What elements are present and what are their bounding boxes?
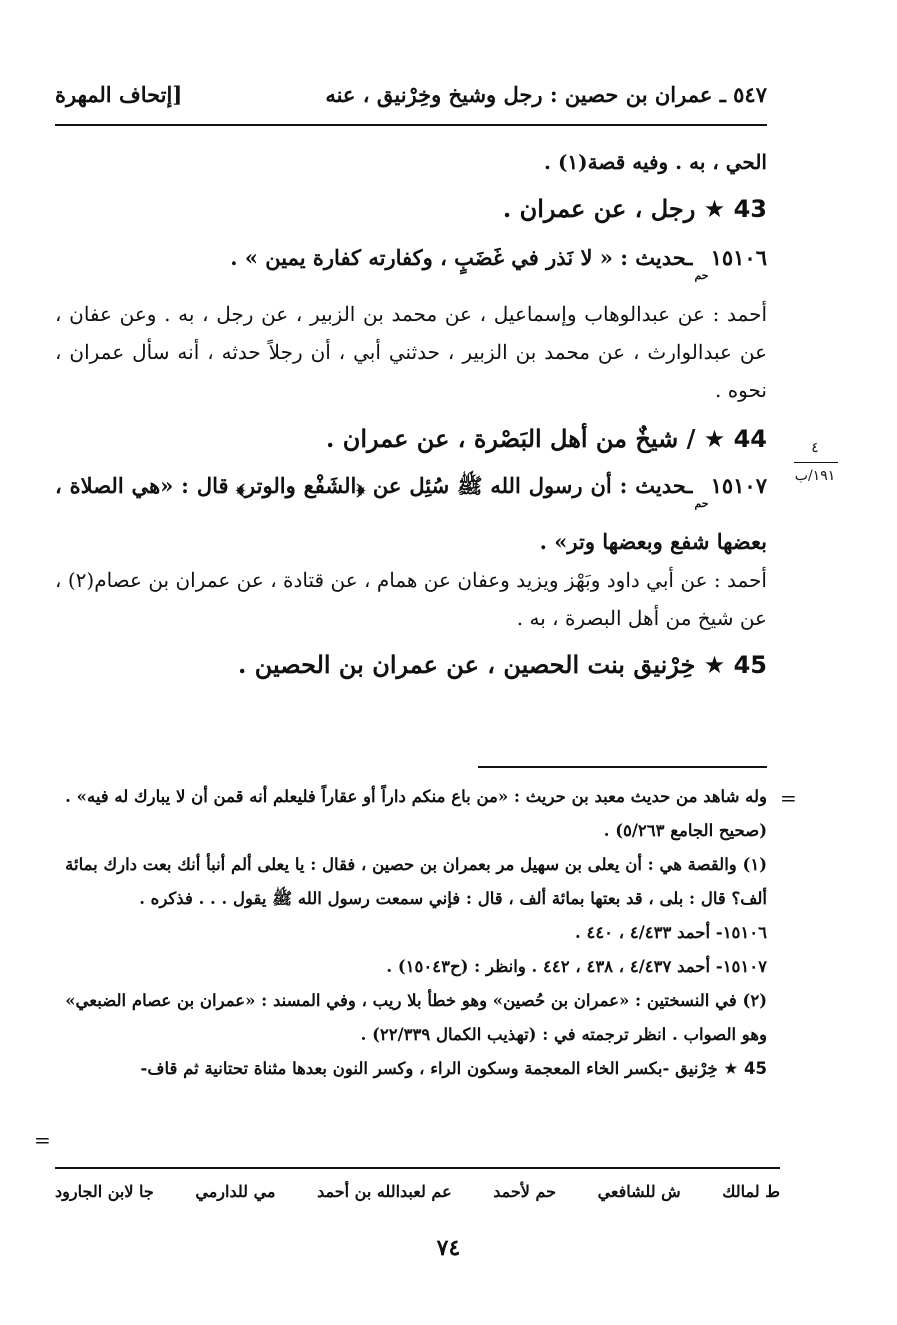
- hadith-15107-heading: [55, 467, 767, 561]
- abbr-item: ش للشافعي: [597, 1182, 681, 1201]
- footnote-2: (٢) في النسختين : «عمران بن حُصين» وهو خطأ بلا ريب ، وفي المسند : «عمران بن عصام الضبعي» وهو الصواب . انظر ترجمته في : (تهذيب الكمال ٢٢/٣٣٩) .: [65, 991, 767, 1044]
- abbr-item: جا لابن الجارود: [55, 1182, 154, 1201]
- abbr-item: مي للدارمي: [195, 1182, 276, 1201]
- header-rule: [55, 124, 767, 126]
- page-number: ٧٤: [436, 1235, 461, 1261]
- margin-folio-top: ٤: [811, 440, 819, 456]
- section-43-heading: [55, 185, 767, 233]
- star-icon: ★: [703, 425, 726, 453]
- footnote-45: [55, 1052, 767, 1086]
- star-icon: ★: [703, 195, 726, 223]
- hadith-text: ـحديث : أن رسول الله ﷺ سُئِل عن ﴿الشَفْع والوتر﴾ قال : «هي الصلاة ، بعضها شفع وبعضها وتر» .: [55, 473, 767, 554]
- margin-folio-bottom: ١٩١/ب: [794, 468, 836, 484]
- footnote-1: (١) والقصة هي : أن يعلى بن سهيل مر بعمران بن حصين ، فقال : يا يعلى ألم أنبأ أنك بعت دارك بمائة ألف؟ قال : بلى ، قد بعتها بمائة ألف ، قال : فإني سمعت رسول الله ﷺ يقول . . . فذكره .: [65, 855, 767, 908]
- bottom-rule: [55, 1167, 780, 1169]
- footnote-continued: وله شاهد من حديث معبد بن حريث : «من باع منكم داراً أو عقاراً فليعلم أنه قمن أن لا يبارك له فيه» . (صحيح الجامع ٥/٢٦٣) .: [65, 787, 767, 840]
- abbreviations-legend: [55, 1182, 780, 1201]
- star-icon: ★: [703, 651, 726, 679]
- footnote-number: 45: [744, 1059, 767, 1078]
- header-book-title: [إتحاف المهرة: [55, 82, 183, 107]
- margin-folio-rule: [794, 462, 838, 463]
- main-text: [55, 143, 767, 689]
- source-mark: حم: [694, 497, 709, 510]
- abbr-item: حم لأحمد: [493, 1182, 556, 1201]
- section-title: / شيخٌ من أهل البَصْرة ، عن عمران .: [326, 424, 696, 453]
- source-mark: حم: [694, 269, 709, 282]
- hadith-number: ١٥١٠٧: [710, 473, 767, 498]
- hadith-15107-chain: أحمد : عن أبي داود وبَهْز ويزيد وعفان عن همام ، عن قتادة ، عن عمران بن عصام(٢) ، عن شيخ من أهل البصرة ، به .: [55, 568, 767, 630]
- abbr-item: ط لمالك: [722, 1182, 780, 1201]
- abbr-item: عم لعبدالله بن أحمد: [317, 1182, 452, 1201]
- continuation-mark-end: =: [34, 1128, 51, 1152]
- footnote-ref-15107: ١٥١٠٧- أحمد ٤/٤٣٧ ، ٤٣٨ ، ٤٤٢ . وانظر : (ح١٥٠٤٣) .: [386, 957, 767, 976]
- footnotes: [55, 780, 767, 1086]
- section-title: رجل ، عن عمران .: [502, 194, 696, 223]
- header-title: ٥٤٧ ـ عمران بن حصين : رجل وشيخ وخِرْنيق ، عنه: [325, 82, 767, 107]
- footnote-ref-15106: ١٥١٠٦- أحمد ٤/٤٣٣ ، ٤٤٠ .: [574, 923, 767, 942]
- footnote-rule: [478, 766, 767, 768]
- continuation-mark: =: [780, 786, 797, 810]
- hadith-number: ١٥١٠٦: [710, 245, 767, 270]
- section-45-heading: [55, 641, 767, 689]
- section-number: 44: [733, 425, 767, 453]
- section-number: 45: [733, 651, 767, 679]
- footnote-text: خِرْنيق -بكسر الخاء المعجمة وسكون الراء ، وكسر النون بعدها مثناة تحتانية ثم قاف-: [140, 1059, 718, 1078]
- section-44-heading: [55, 415, 767, 463]
- hadith-15106-heading: [55, 239, 767, 295]
- section-number: 43: [733, 195, 767, 223]
- star-icon: ★: [723, 1059, 739, 1078]
- hadith-text: ـحديث : « لا نَذر في غَضَبٍ ، وكفارته كفارة يمين » .: [230, 245, 693, 270]
- hadith-15106-chain: أحمد : عن عبدالوهاب وإسماعيل ، عن محمد بن الزبير ، عن رجل ، به . وعن عفان ، عن عبدالوارث ، عن محمد بن الزبير ، حدثني أبي ، أن رجلاً حدثه ، أنه سأل عمران ، نحوه .: [55, 302, 767, 402]
- continuation-line: الحي ، به . وفيه قصة(١) .: [544, 150, 767, 174]
- section-title: خِرْنيق بنت الحصين ، عن عمران بن الحصين .: [238, 650, 696, 679]
- running-header: [55, 82, 767, 122]
